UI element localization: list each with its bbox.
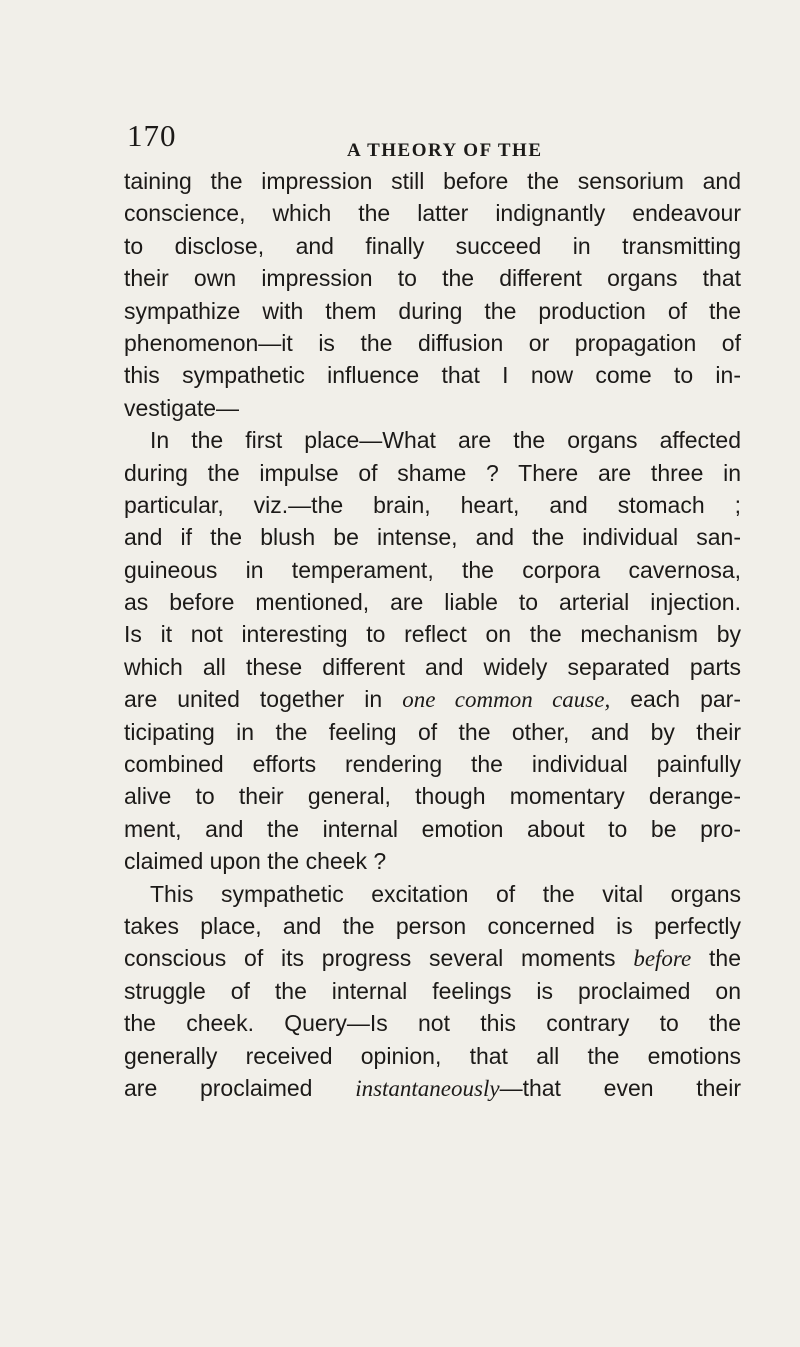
text-line: during the impulse of shame ? There are three in [124,459,741,486]
text-line: the cheek. Query—Is not this contrary to the [124,1010,741,1037]
italic-phrase: one common cause, [402,687,611,713]
text-line: taining the impression still before the sensorium and [124,168,741,194]
page-number: 170 [127,118,177,153]
paragraph-first-line: In the first place—What are the organs affected [150,427,741,454]
paragraph-first-line: This sympathetic excitation of the vital organs [150,880,741,907]
text-line: ticipating in the feeling of the other, and by their [124,718,741,745]
text-line: conscience, which the latter indignantly endeavour [124,200,741,227]
text-line: vestigate— [124,394,240,421]
text-line: particular, viz.—the brain, heart, and stomach ; [124,491,741,518]
text-line: are united together in one common cause, each par- [124,686,741,713]
body-text [124,165,741,1104]
text-line: struggle of the internal feelings is proclaimed on [124,977,741,1004]
text-line: and if the blush be intense, and the individual san- [124,524,741,551]
text-line: phenomenon—it is the diffusion or propagation of [124,329,741,356]
text-line: alive to their general, though momentary derange- [124,783,741,810]
text-line: sympathize with them during the production of the [124,297,741,324]
text-line: conscious of its progress several moments before the [124,945,741,972]
text-line: guineous in temperament, the corpora cavernosa, [124,556,741,583]
text-line: to disclose, and finally succeed in transmitting [124,232,741,259]
text-line: which all these different and widely separated parts [124,653,741,680]
text-line: Is it not interesting to reflect on the mechanism by [124,621,741,648]
text-line: are proclaimed instantaneously—that even their [124,1074,741,1101]
text-line: takes place, and the person concerned is perfectly [124,912,741,939]
text-line: combined efforts rendering the individual painfully [124,751,741,778]
text-line: this sympathetic influence that I now come to in- [124,362,741,389]
text-line: as before mentioned, are liable to arterial injection. [124,589,741,616]
text-line: claimed upon the cheek ? [124,848,387,875]
italic-phrase: instantaneously [355,1075,500,1101]
text-line: ment, and the internal emotion about to be pro- [124,815,741,842]
running-head: A THEORY OF THE [347,140,543,161]
text-line: their own impression to the different organs that [124,265,741,292]
italic-phrase: before [633,946,692,972]
text-line: generally received opinion, that all the emotions [124,1042,741,1069]
